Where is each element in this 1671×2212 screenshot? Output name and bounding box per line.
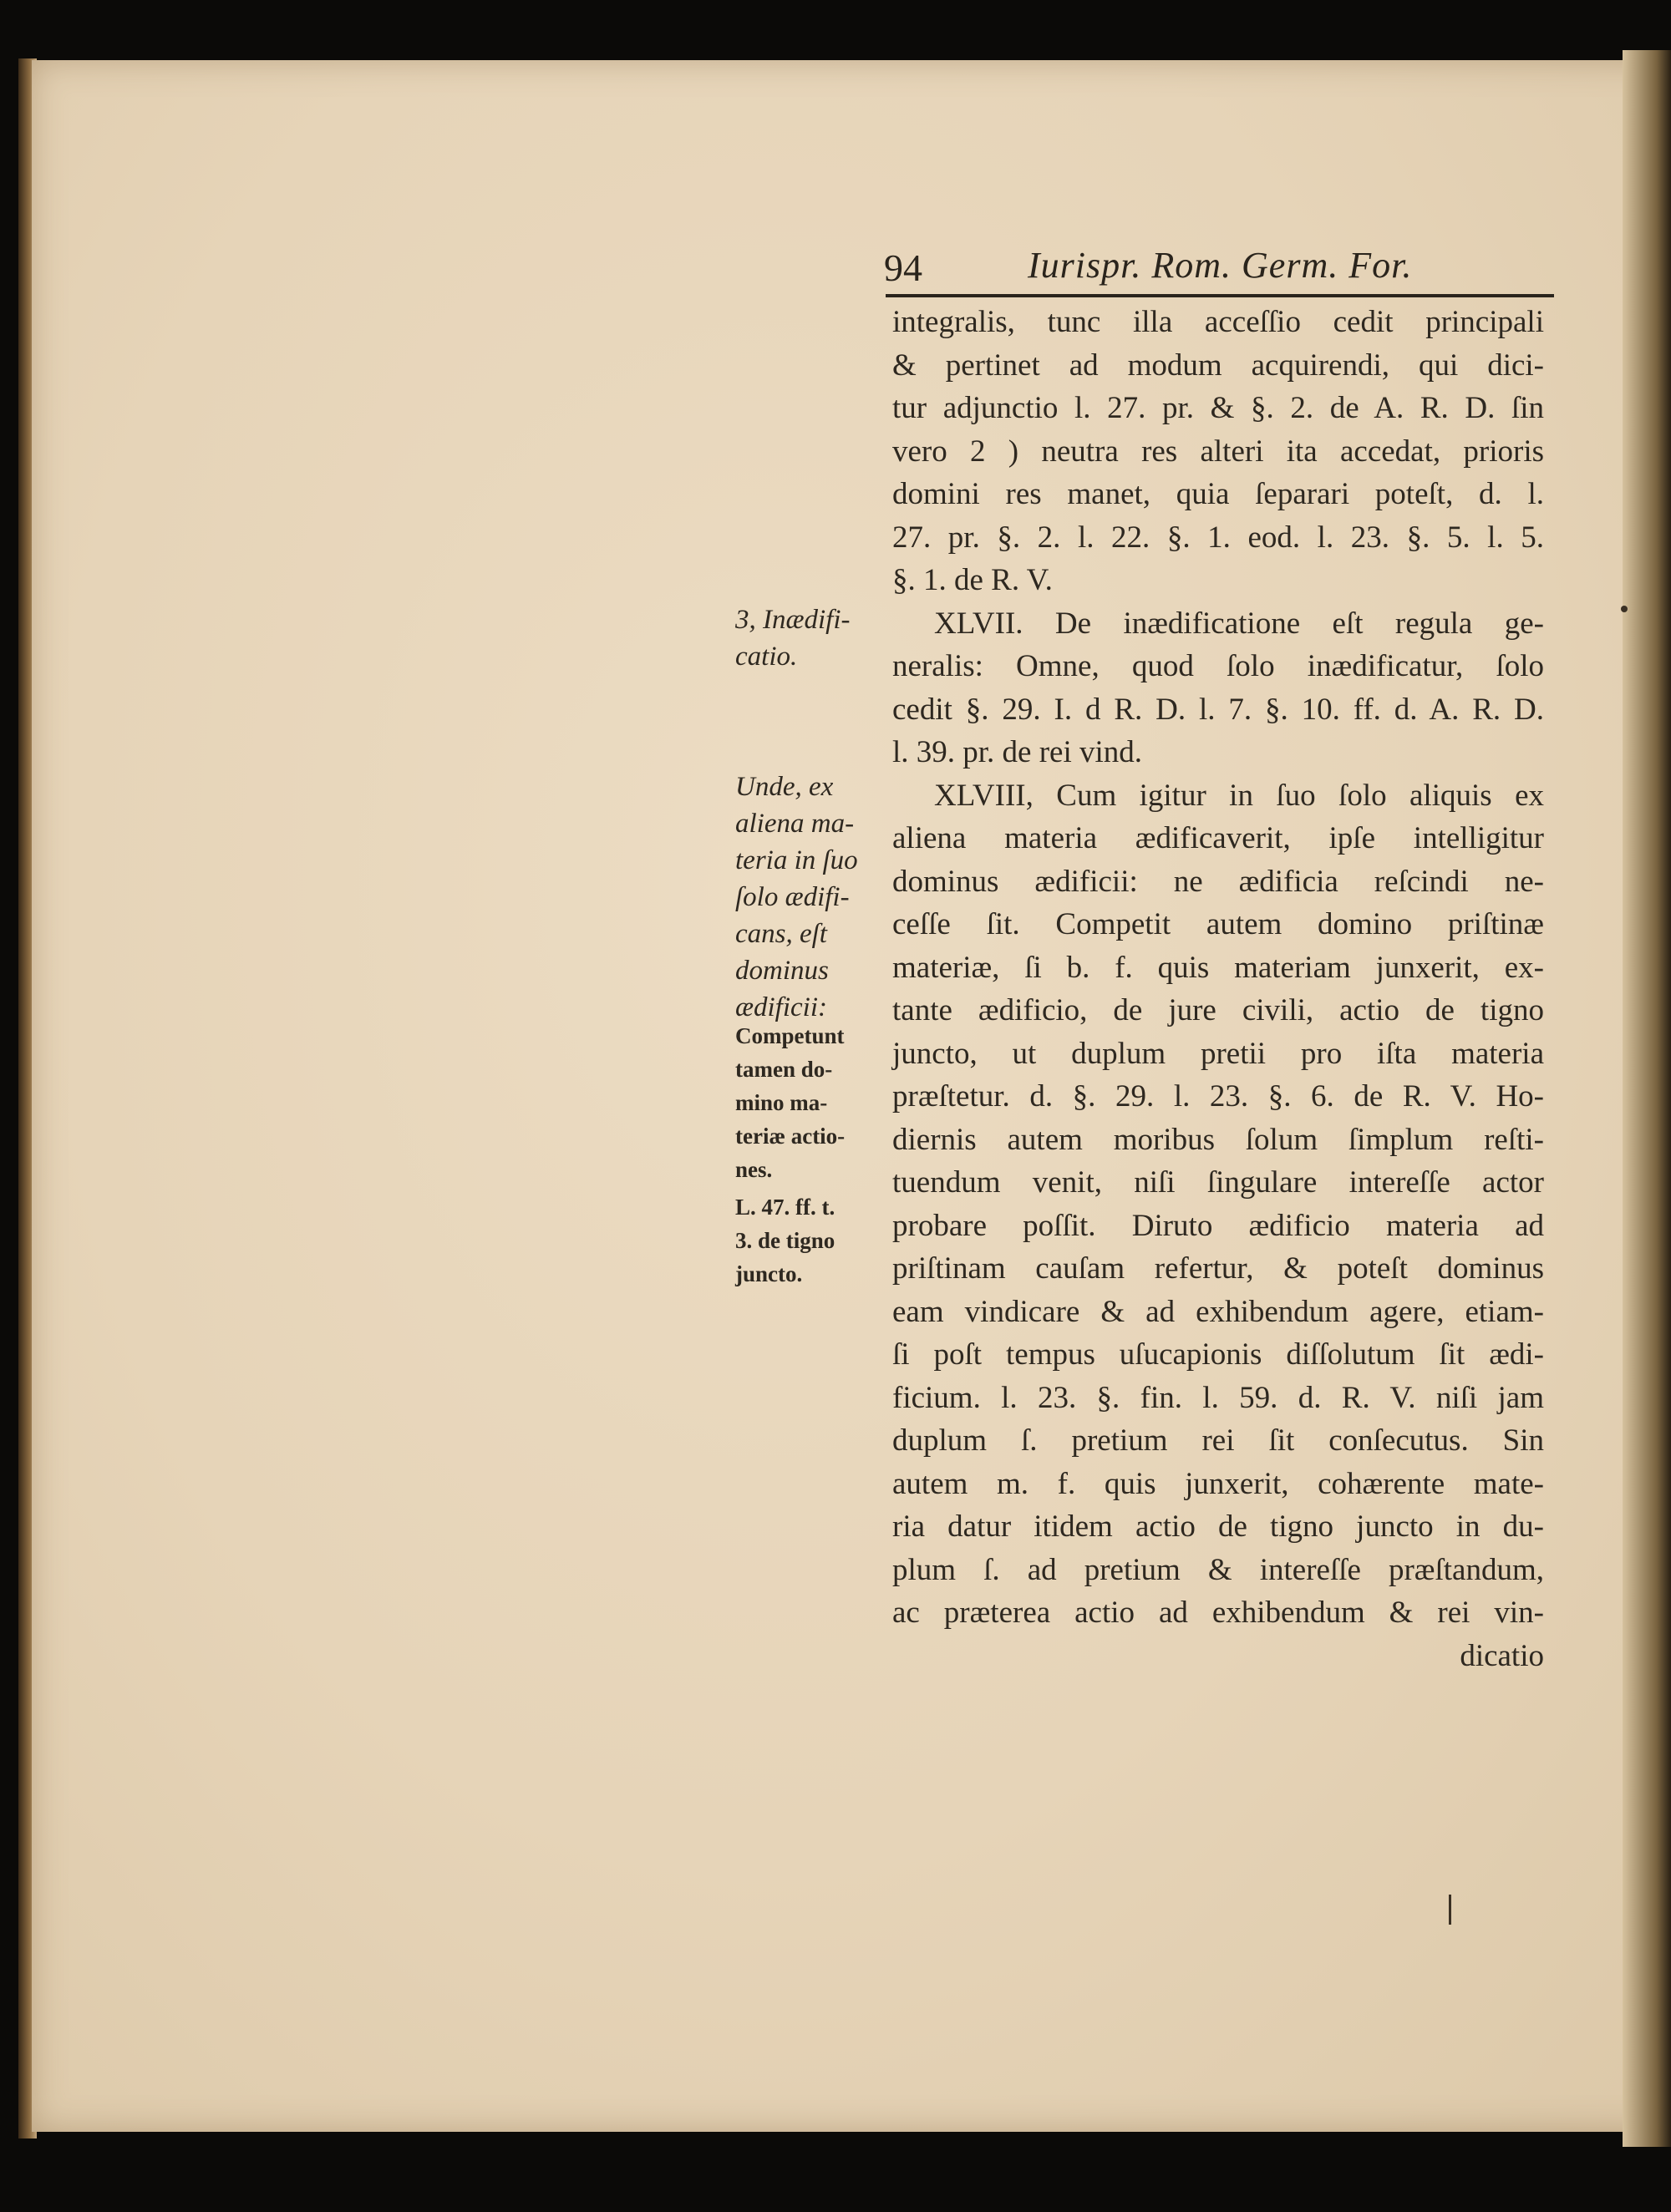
margin-note-line: 3. de tigno [735, 1228, 836, 1253]
margin-note-line: dominus [735, 956, 829, 986]
text-line: tur adjunctio l. 27. pr. & §. 2. de A. R. D. ſin [892, 391, 1544, 425]
text-line: dominus ædificii: ne ædificia reſcindi ne- [892, 864, 1544, 899]
margin-note-line: ſolo ædifi- [735, 882, 850, 912]
stray-mark [1621, 606, 1628, 612]
text-line: ria datur itidem actio de tigno juncto in du- [892, 1509, 1544, 1544]
margin-note-line: 3, Inædifi- [735, 605, 851, 635]
margin-note-line: mino ma- [735, 1090, 828, 1115]
margin-note-line: tamen do- [735, 1057, 833, 1082]
text-line: aliena materia ædificaverit, ipſe intelligitur [892, 821, 1544, 855]
stray-mark [1449, 1895, 1451, 1925]
margin-note-line: L. 47. ff. t. [735, 1195, 836, 1220]
text-line: l. 39. pr. de rei vind. [892, 735, 1143, 769]
text-line: duplum ſ. pretium rei ſit conſecutus. Sin [892, 1423, 1544, 1458]
margin-note-line: ædificii: [735, 992, 827, 1022]
text-line: plum ſ. ad pretium & intereſſe præſtandum, [892, 1552, 1544, 1587]
text-line: domini res manet, quia ſeparari poteſt, d. l. [892, 477, 1544, 511]
margin-note-line: cans, eſt [735, 919, 827, 949]
margin-note-inaedificatio [735, 601, 886, 675]
text-line: ſi poſt tempus uſucapionis diſſolutum ſit ædi- [892, 1337, 1544, 1372]
margin-note-citation [735, 1190, 886, 1291]
text-line: §. 1. de R. V. [892, 563, 1053, 597]
text-line: ficium. l. 23. §. fin. l. 59. d. R. V. niſi jam [892, 1380, 1544, 1415]
text-line: juncto, ut duplum pretii pro iſta materia [892, 1036, 1544, 1071]
running-title: Iurispr. Rom. Germ. For. [1028, 245, 1413, 286]
text-line: ac præterea actio ad exhibendum & rei vin- [892, 1596, 1544, 1630]
margin-note-line: nes. [735, 1157, 773, 1182]
text-line: tuendum venit, niſi ſingulare intereſſe actor [892, 1165, 1544, 1200]
text-line: diernis autem moribus ſolum ſimplum reſti- [892, 1122, 1544, 1157]
text-line: cedit §. 29. I. d R. D. l. 7. §. 10. ff. d. A. R. D. [892, 692, 1544, 727]
header-rule [886, 294, 1554, 297]
margin-note-line: teriæ actio- [735, 1124, 846, 1149]
page-edge-right [1623, 50, 1671, 2147]
margin-note-unde [735, 769, 886, 1026]
margin-note-line: juncto. [735, 1261, 803, 1286]
text-line: eam vindicare & ad exhibendum agere, etiam- [892, 1294, 1544, 1329]
margin-note-line: Unde, ex [735, 772, 834, 802]
margin-note-competunt [735, 1019, 886, 1186]
text-line: probare poſſit. Diruto ædificio materia ad [892, 1208, 1544, 1243]
page-number: 94 [884, 246, 922, 289]
text-line: ceſſe ſit. Competit autem domino priſtinæ [892, 907, 1544, 941]
text-line: priſtinam cauſam refertur, & poteſt dominus [892, 1251, 1544, 1286]
text-line: tante ædificio, de jure civili, actio de tigno [892, 993, 1544, 1027]
text-line: neralis: Omne, quod ſolo inædificatur, ſolo [892, 649, 1544, 683]
catchword: dicatio [1460, 1638, 1544, 1673]
text-line: 27. pr. §. 2. l. 22. §. 1. eod. l. 23. §. 5. l. 5. [892, 520, 1544, 555]
paragraph-start-xlviii: XLVIII, Cum igitur in ſuo ſolo aliquis ex [934, 778, 1544, 813]
text-line: autem m. f. quis junxerit, cohærente mate- [892, 1466, 1544, 1501]
page-header [884, 244, 1552, 294]
margin-note-line: Competunt [735, 1023, 845, 1048]
text-line: vero 2 ) neutra res alteri ita accedat, prioris [892, 434, 1544, 469]
text-line: integralis, tunc illa acceſſio cedit principali [892, 305, 1544, 339]
text-line: materiæ, ſi b. f. quis materiam junxerit, ex- [892, 950, 1544, 985]
margin-note-line: aliena ma- [735, 809, 855, 839]
paragraph-start-xlvii: XLVII. De inædificatione eſt regula ge- [934, 606, 1544, 641]
text-line: præſtetur. d. §. 29. l. 23. §. 6. de R. V. Ho- [892, 1079, 1544, 1114]
main-text-column [892, 301, 1544, 1677]
text-line: & pertinet ad modum acquirendi, qui dici- [892, 348, 1544, 383]
margin-note-line: catio. [735, 642, 798, 672]
margin-note-line: teria in ſuo [735, 845, 858, 875]
